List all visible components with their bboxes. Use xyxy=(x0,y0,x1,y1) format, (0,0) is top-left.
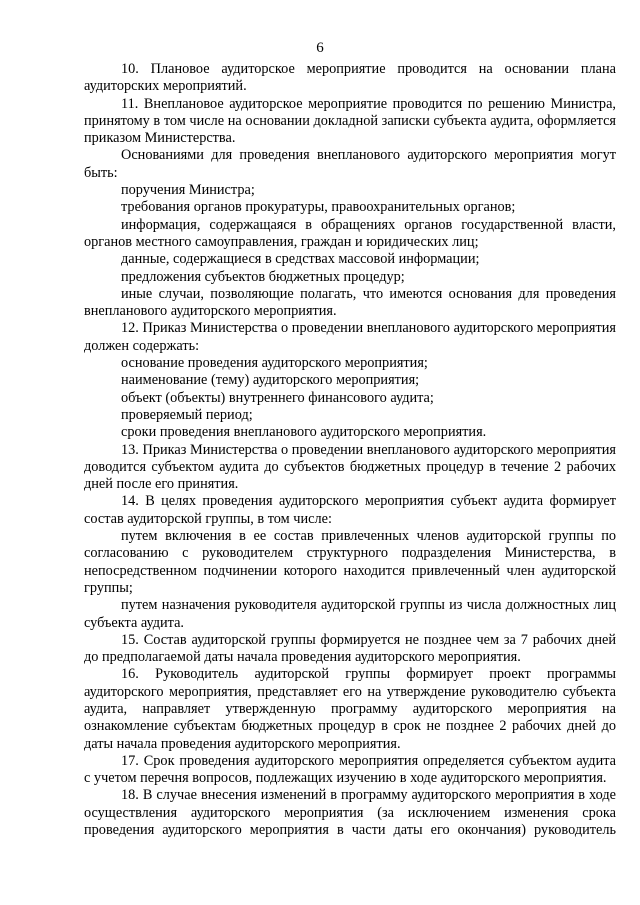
grounds-intro: Основаниями для проведения внепланового аудиторского мероприятия могут быть: xyxy=(84,147,616,181)
paragraph-15: 15. Состав аудиторской группы формируется не позднее чем за 7 рабочих дней до предполагаемой даты начала проведения аудиторского мероприятия. xyxy=(84,631,616,666)
paragraph-16: 16. Руководитель аудиторской группы формирует проект программы аудиторского мероприятия, представляет его на утверждение руководителю субъекта аудита, направляет утвержденную программу аудиторского мероприятия на ознакомление субъектам бюджетных процедур в срок не позднее 2 рабочих дней до даты начала проведения аудиторского мероприятия. xyxy=(84,666,616,752)
list-item: сроки проведения внепланового аудиторского мероприятия. xyxy=(121,424,487,441)
list-item: требования органов прокуратуры, правоохранительных органов; xyxy=(121,199,516,216)
page-number: 6 xyxy=(316,40,324,56)
document-body xyxy=(84,61,616,839)
list-item: путем назначения руководителя аудиторской группы из числа должностных лиц субъекта аудита. xyxy=(84,597,616,631)
list-item: основание проведения аудиторского мероприятия; xyxy=(121,355,428,372)
list-item: данные, содержащиеся в средствах массовой информации; xyxy=(121,251,480,268)
list-item: объект (объекты) внутреннего финансового аудита; xyxy=(121,389,434,406)
list-item: путем включения в ее состав привлеченных членов аудиторской группы по согласованию с руководителем структурного подразделения Министерства, в непосредственном подчинении которого находится привлеченный член аудиторской группы; xyxy=(84,528,616,596)
paragraph-12: 12. Приказ Министерства о проведении внепланового аудиторского мероприятия должен содержать: xyxy=(84,320,616,354)
paragraph-11: 11. Внеплановое аудиторское мероприятие проводится по решению Министра, принятому в том числе на основании докладной записки субъекта аудита, оформляется приказом Министерства. xyxy=(84,95,616,147)
list-item: информация, содержащаяся в обращениях органов государственной власти, органов местного самоуправления, граждан и юридических лиц; xyxy=(84,216,616,250)
list-item: иные случаи, позволяющие полагать, что имеются основания для проведения внепланового аудиторского мероприятия. xyxy=(84,285,616,320)
paragraph-10: 10. Плановое аудиторское мероприятие проводится на основании плана аудиторских мероприятий. xyxy=(84,61,616,95)
list-item: проверяемый период; xyxy=(121,406,253,423)
list-item: предложения субъектов бюджетных процедур; xyxy=(121,268,405,285)
list-item: наименование (тему) аудиторского мероприятия; xyxy=(121,372,420,389)
list-item: поручения Министра; xyxy=(121,182,255,199)
paragraph-13: 13. Приказ Министерства о проведении внепланового аудиторского мероприятия доводится субъектом аудита до субъектов бюджетных процедур в течение 2 рабочих дней после его принятия. xyxy=(84,441,616,493)
paragraph-18: 18. В случае внесения изменений в программу аудиторского мероприятия в ходе осуществления аудиторского мероприятия (за исключением изменения срока проведения аудиторского мероприятия в части даты его окончания) руководитель xyxy=(84,787,616,839)
paragraph-14: 14. В целях проведения аудиторского мероприятия субъект аудита формирует состав аудиторской группы, в том числе: xyxy=(84,493,616,527)
paragraph-17: 17. Срок проведения аудиторского мероприятия определяется субъектом аудита с учетом перечня вопросов, подлежащих изучению в ходе аудиторского мероприятия. xyxy=(84,752,616,787)
